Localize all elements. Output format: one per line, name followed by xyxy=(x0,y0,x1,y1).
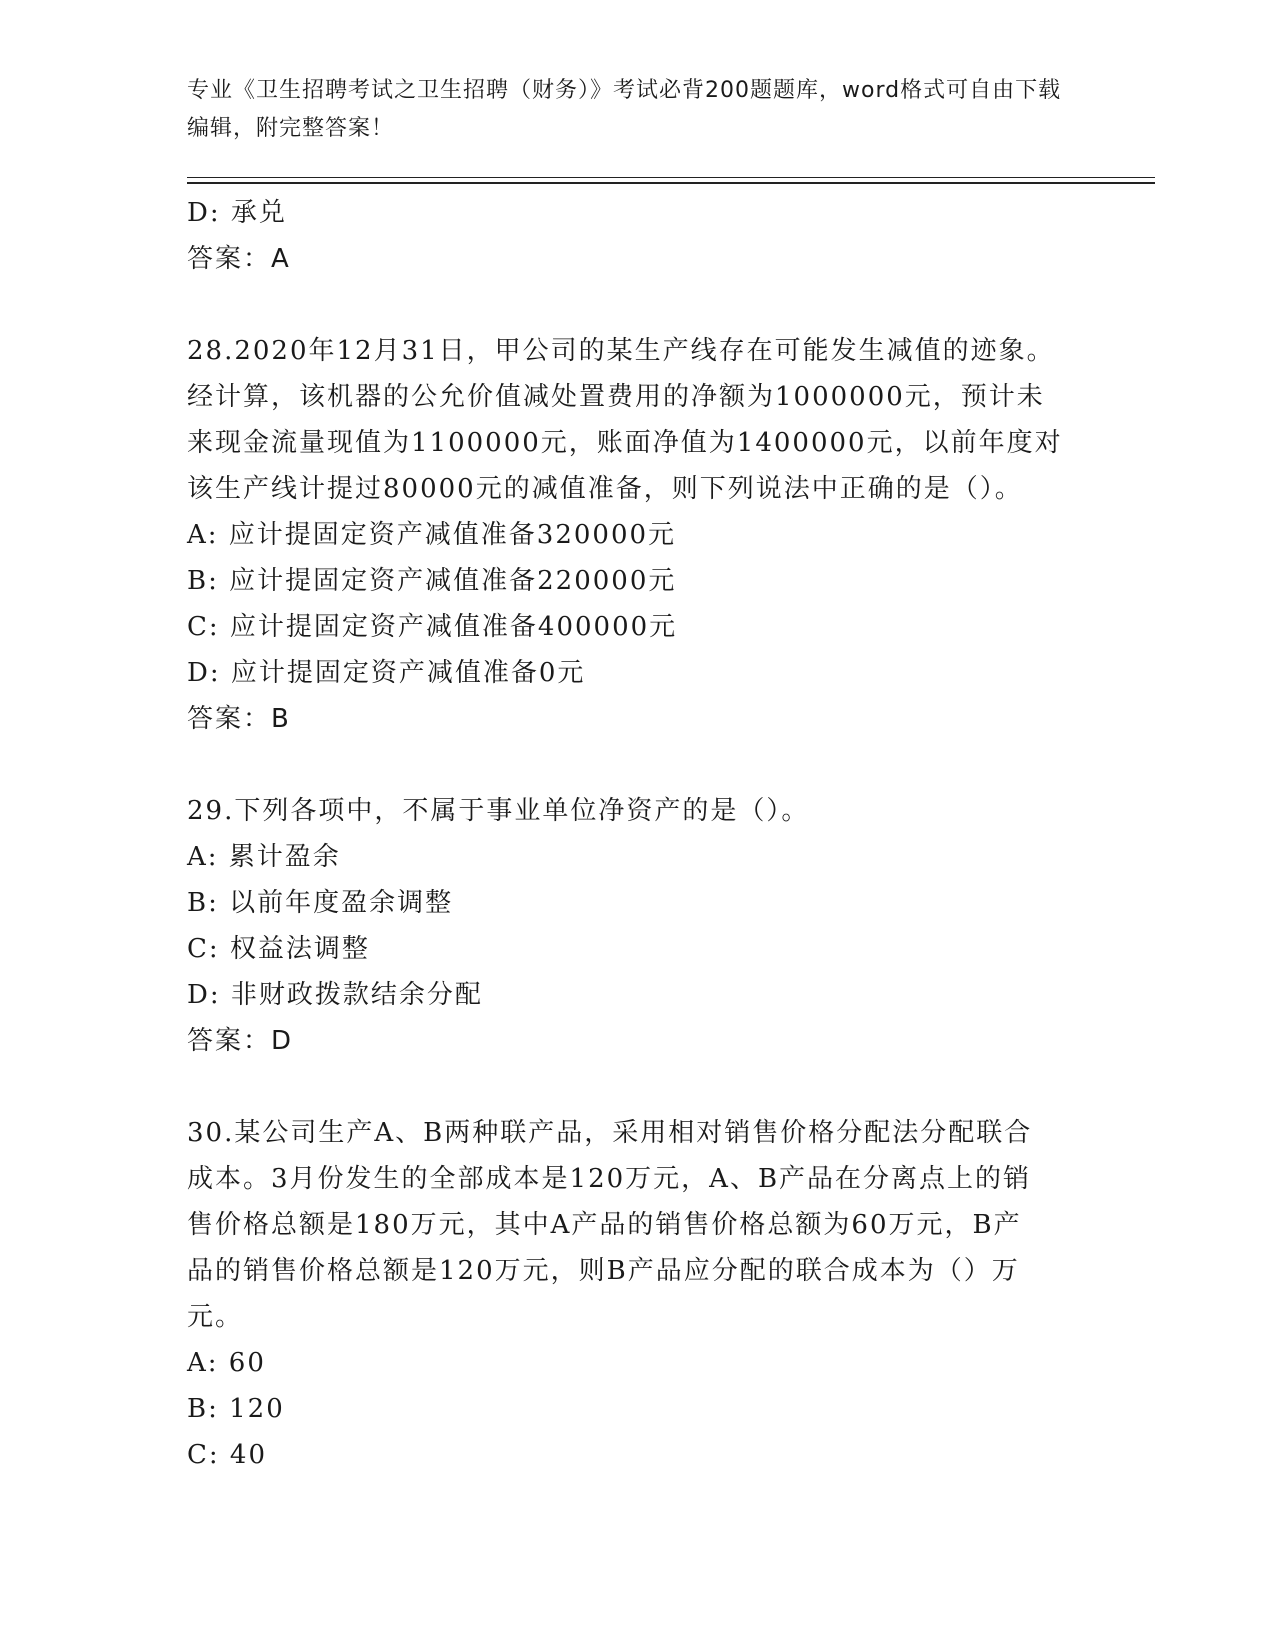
question-30-line-2: 成本。3月份发生的全部成本是120万元，A、B产品在分离点上的销 xyxy=(187,1164,1032,1194)
question-30-line-3: 售价格总额是180万元，其中A产品的销售价格总额为60万元，B产 xyxy=(187,1210,1022,1240)
question-30-option-c: C: 40 xyxy=(187,1440,268,1470)
question-30-line-4: 品的销售价格总额是120万元，则B产品应分配的联合成本为（）万 xyxy=(187,1256,1020,1286)
prev-option-d: D: 承兑 xyxy=(187,198,287,228)
question-29-text: 29.下列各项中，不属于事业单位净资产的是（）。 xyxy=(187,796,810,826)
question-28-option-c: C: 应计提固定资产减值准备400000元 xyxy=(187,612,678,642)
question-30-option-a: A: 60 xyxy=(187,1348,266,1378)
question-28-line-3: 来现金流量现值为1100000元，账面净值为1400000元，以前年度对 xyxy=(187,428,1063,458)
spacer xyxy=(187,742,1067,788)
question-30-option-b: B: 120 xyxy=(187,1394,285,1424)
question-28-option-b: B: 应计提固定资产减值准备220000元 xyxy=(187,566,677,596)
question-29-answer: 答案：D xyxy=(187,1026,294,1056)
question-28-line-4: 该生产线计提过80000元的减值准备，则下列说法中正确的是（）。 xyxy=(187,474,1023,504)
spacer xyxy=(187,1064,1067,1110)
question-28-answer: 答案：B xyxy=(187,704,291,734)
question-30-line-5: 元。 xyxy=(187,1302,244,1332)
question-29-option-d: D: 非财政拨款结余分配 xyxy=(187,980,483,1010)
question-list xyxy=(187,190,1067,1478)
prev-answer: 答案：A xyxy=(187,244,291,274)
question-28-option-a: A: 应计提固定资产减值准备320000元 xyxy=(187,520,677,550)
question-28-option-d: D: 应计提固定资产减值准备0元 xyxy=(187,658,586,688)
question-29 xyxy=(187,788,1067,1064)
spacer xyxy=(187,282,1067,328)
question-28-line-2: 经计算，该机器的公允价值减处置费用的净额为1000000元，预计未 xyxy=(187,382,1045,412)
header-divider-thick xyxy=(187,182,1155,184)
question-30 xyxy=(187,1110,1067,1478)
question-29-option-c: C: 权益法调整 xyxy=(187,934,370,964)
question-29-option-b: B: 以前年度盈余调整 xyxy=(187,888,454,918)
header-divider-thin xyxy=(187,177,1155,178)
question-29-option-a: A: 累计盈余 xyxy=(187,842,341,872)
question-28-line-1: 28.2020年12月31日，甲公司的某生产线存在可能发生减值的迹象。 xyxy=(187,336,1055,366)
question-30-line-1: 30.某公司生产A、B两种联产品，采用相对销售价格分配法分配联合 xyxy=(187,1118,1033,1148)
question-28 xyxy=(187,328,1067,742)
page-header: 专业《卫生招聘考试之卫生招聘（财务）》考试必背200题题库，word格式可自由下载编辑，附完整答案！ xyxy=(187,78,1062,141)
